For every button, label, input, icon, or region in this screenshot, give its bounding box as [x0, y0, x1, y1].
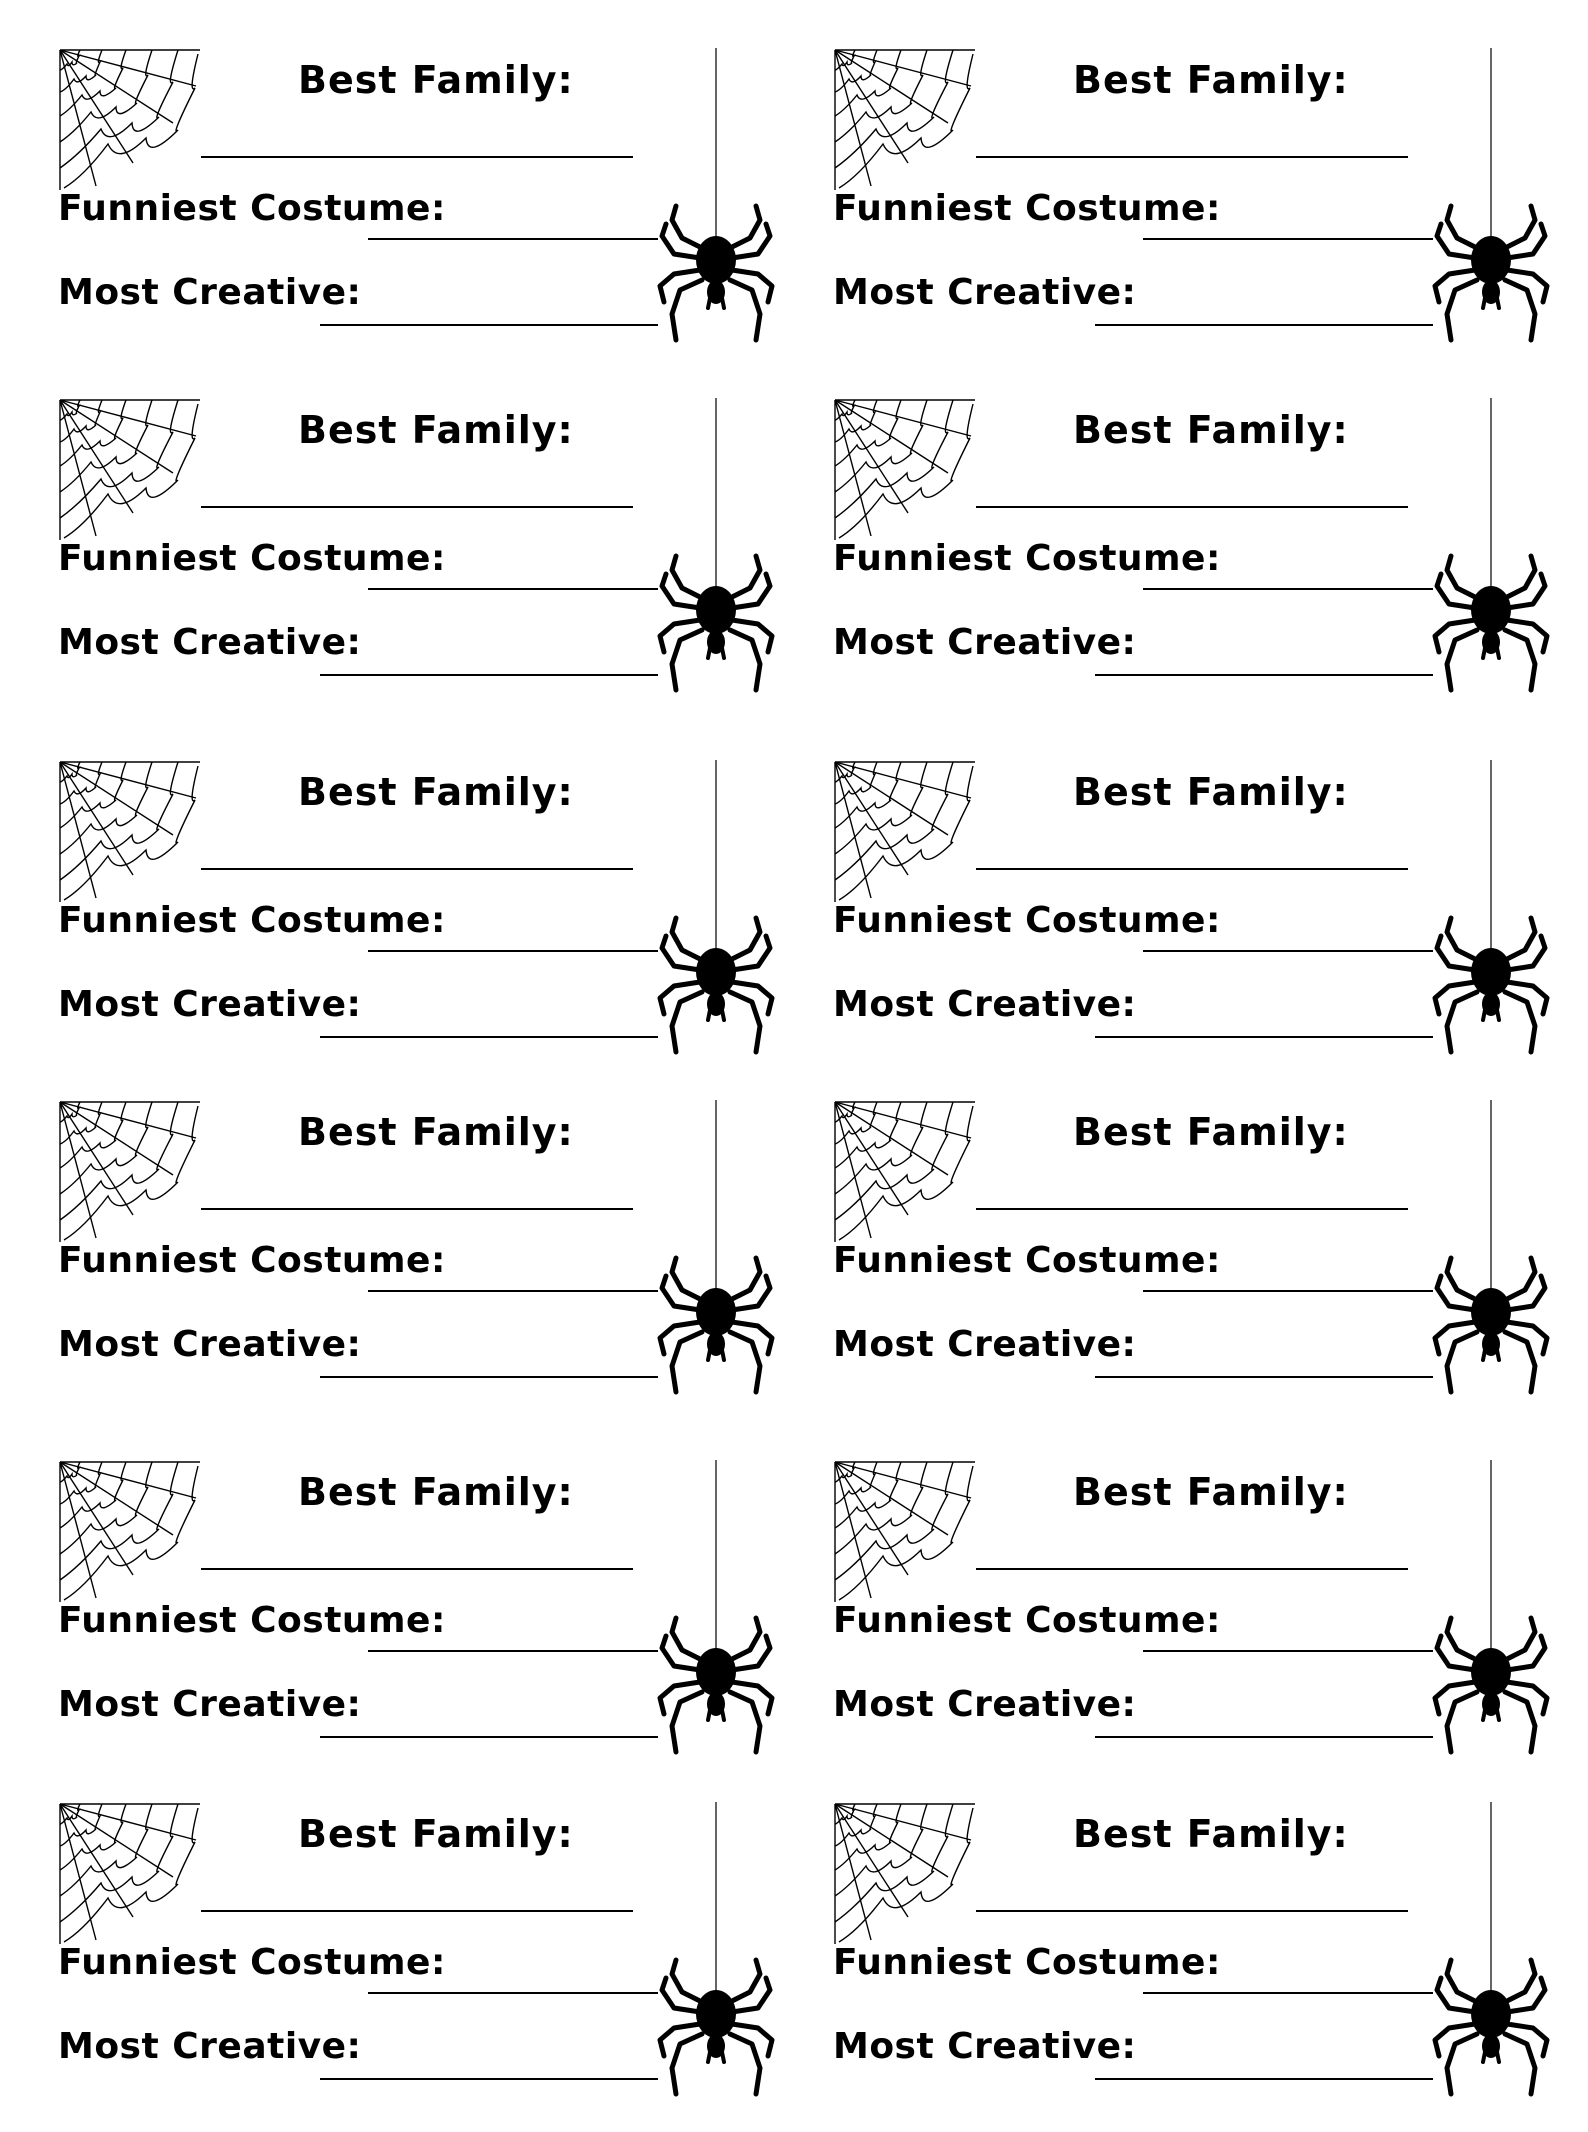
- spider-web-icon: [833, 1802, 977, 1946]
- ballot-card: [833, 1460, 1588, 1790]
- spider-web-icon: [58, 760, 202, 904]
- most-creative-label: Most Creative:: [833, 622, 1137, 663]
- spider-icon: [646, 1100, 786, 1410]
- ballot-card: [833, 1100, 1588, 1430]
- most-creative-blank[interactable]: [320, 324, 658, 326]
- most-creative-label: Most Creative:: [833, 272, 1137, 313]
- most-creative-blank[interactable]: [1095, 1736, 1433, 1738]
- spider-icon: [646, 48, 786, 358]
- best-family-label: Best Family:: [298, 1812, 574, 1856]
- most-creative-label: Most Creative:: [833, 2026, 1137, 2067]
- best-family-blank[interactable]: [976, 868, 1408, 870]
- funniest-costume-blank[interactable]: [368, 238, 658, 240]
- most-creative-label: Most Creative:: [58, 1324, 362, 1365]
- most-creative-label: Most Creative:: [58, 2026, 362, 2067]
- funniest-costume-label: Funniest Costume:: [58, 1942, 446, 1983]
- best-family-blank[interactable]: [201, 1910, 633, 1912]
- funniest-costume-label: Funniest Costume:: [833, 188, 1221, 229]
- funniest-costume-label: Funniest Costume:: [833, 1600, 1221, 1641]
- funniest-costume-blank[interactable]: [368, 1992, 658, 1994]
- best-family-blank[interactable]: [201, 506, 633, 508]
- funniest-costume-blank[interactable]: [368, 950, 658, 952]
- funniest-costume-blank[interactable]: [1143, 950, 1433, 952]
- best-family-blank[interactable]: [976, 506, 1408, 508]
- spider-icon: [1421, 1460, 1561, 1770]
- funniest-costume-blank[interactable]: [1143, 588, 1433, 590]
- most-creative-label: Most Creative:: [58, 622, 362, 663]
- best-family-label: Best Family:: [1073, 408, 1349, 452]
- ballot-card: [833, 398, 1588, 728]
- most-creative-blank[interactable]: [320, 2078, 658, 2080]
- most-creative-blank[interactable]: [1095, 324, 1433, 326]
- spider-web-icon: [58, 1802, 202, 1946]
- most-creative-label: Most Creative:: [833, 984, 1137, 1025]
- spider-web-icon: [58, 1460, 202, 1604]
- best-family-blank[interactable]: [976, 1568, 1408, 1570]
- spider-icon: [646, 398, 786, 708]
- funniest-costume-blank[interactable]: [368, 1650, 658, 1652]
- ballot-card: [58, 1460, 818, 1790]
- best-family-blank[interactable]: [201, 156, 633, 158]
- most-creative-blank[interactable]: [1095, 674, 1433, 676]
- best-family-blank[interactable]: [201, 868, 633, 870]
- best-family-label: Best Family:: [298, 58, 574, 102]
- most-creative-blank[interactable]: [1095, 1376, 1433, 1378]
- spider-web-icon: [833, 760, 977, 904]
- most-creative-blank[interactable]: [1095, 1036, 1433, 1038]
- spider-web-icon: [58, 1100, 202, 1244]
- spider-web-icon: [833, 1460, 977, 1604]
- best-family-label: Best Family:: [1073, 770, 1349, 814]
- spider-web-icon: [833, 48, 977, 192]
- ballot-card: [833, 1802, 1588, 2132]
- funniest-costume-label: Funniest Costume:: [58, 900, 446, 941]
- funniest-costume-label: Funniest Costume:: [58, 1600, 446, 1641]
- spider-icon: [1421, 760, 1561, 1070]
- most-creative-label: Most Creative:: [58, 272, 362, 313]
- best-family-label: Best Family:: [298, 1110, 574, 1154]
- funniest-costume-blank[interactable]: [1143, 1650, 1433, 1652]
- spider-web-icon: [58, 398, 202, 542]
- funniest-costume-label: Funniest Costume:: [833, 1240, 1221, 1281]
- ballot-card: [58, 760, 818, 1090]
- spider-web-icon: [833, 398, 977, 542]
- funniest-costume-blank[interactable]: [1143, 1290, 1433, 1292]
- best-family-label: Best Family:: [1073, 1470, 1349, 1514]
- funniest-costume-label: Funniest Costume:: [58, 188, 446, 229]
- most-creative-blank[interactable]: [320, 1376, 658, 1378]
- most-creative-label: Most Creative:: [58, 1684, 362, 1725]
- spider-icon: [1421, 1802, 1561, 2112]
- funniest-costume-label: Funniest Costume:: [833, 900, 1221, 941]
- most-creative-blank[interactable]: [1095, 2078, 1433, 2080]
- ballot-card: [58, 48, 818, 378]
- spider-icon: [646, 1460, 786, 1770]
- spider-icon: [1421, 398, 1561, 708]
- best-family-label: Best Family:: [1073, 1110, 1349, 1154]
- best-family-blank[interactable]: [201, 1208, 633, 1210]
- best-family-label: Best Family:: [298, 1470, 574, 1514]
- funniest-costume-label: Funniest Costume:: [833, 1942, 1221, 1983]
- ballot-card: [833, 760, 1588, 1090]
- funniest-costume-label: Funniest Costume:: [833, 538, 1221, 579]
- ballot-card: [58, 1802, 818, 2132]
- spider-icon: [646, 760, 786, 1070]
- ballot-card: [58, 398, 818, 728]
- spider-web-icon: [833, 1100, 977, 1244]
- best-family-blank[interactable]: [976, 1910, 1408, 1912]
- most-creative-label: Most Creative:: [58, 984, 362, 1025]
- most-creative-label: Most Creative:: [833, 1684, 1137, 1725]
- funniest-costume-label: Funniest Costume:: [58, 538, 446, 579]
- most-creative-blank[interactable]: [320, 1036, 658, 1038]
- ballot-card: [58, 1100, 818, 1430]
- most-creative-blank[interactable]: [320, 1736, 658, 1738]
- best-family-label: Best Family:: [1073, 58, 1349, 102]
- funniest-costume-label: Funniest Costume:: [58, 1240, 446, 1281]
- best-family-label: Best Family:: [1073, 1812, 1349, 1856]
- best-family-blank[interactable]: [976, 1208, 1408, 1210]
- spider-icon: [1421, 48, 1561, 358]
- best-family-blank[interactable]: [201, 1568, 633, 1570]
- most-creative-label: Most Creative:: [833, 1324, 1137, 1365]
- spider-icon: [646, 1802, 786, 2112]
- most-creative-blank[interactable]: [320, 674, 658, 676]
- best-family-blank[interactable]: [976, 156, 1408, 158]
- spider-icon: [1421, 1100, 1561, 1410]
- funniest-costume-blank[interactable]: [368, 588, 658, 590]
- best-family-label: Best Family:: [298, 770, 574, 814]
- funniest-costume-blank[interactable]: [368, 1290, 658, 1292]
- funniest-costume-blank[interactable]: [1143, 238, 1433, 240]
- ballot-card: [833, 48, 1588, 378]
- best-family-label: Best Family:: [298, 408, 574, 452]
- funniest-costume-blank[interactable]: [1143, 1992, 1433, 1994]
- spider-web-icon: [58, 48, 202, 192]
